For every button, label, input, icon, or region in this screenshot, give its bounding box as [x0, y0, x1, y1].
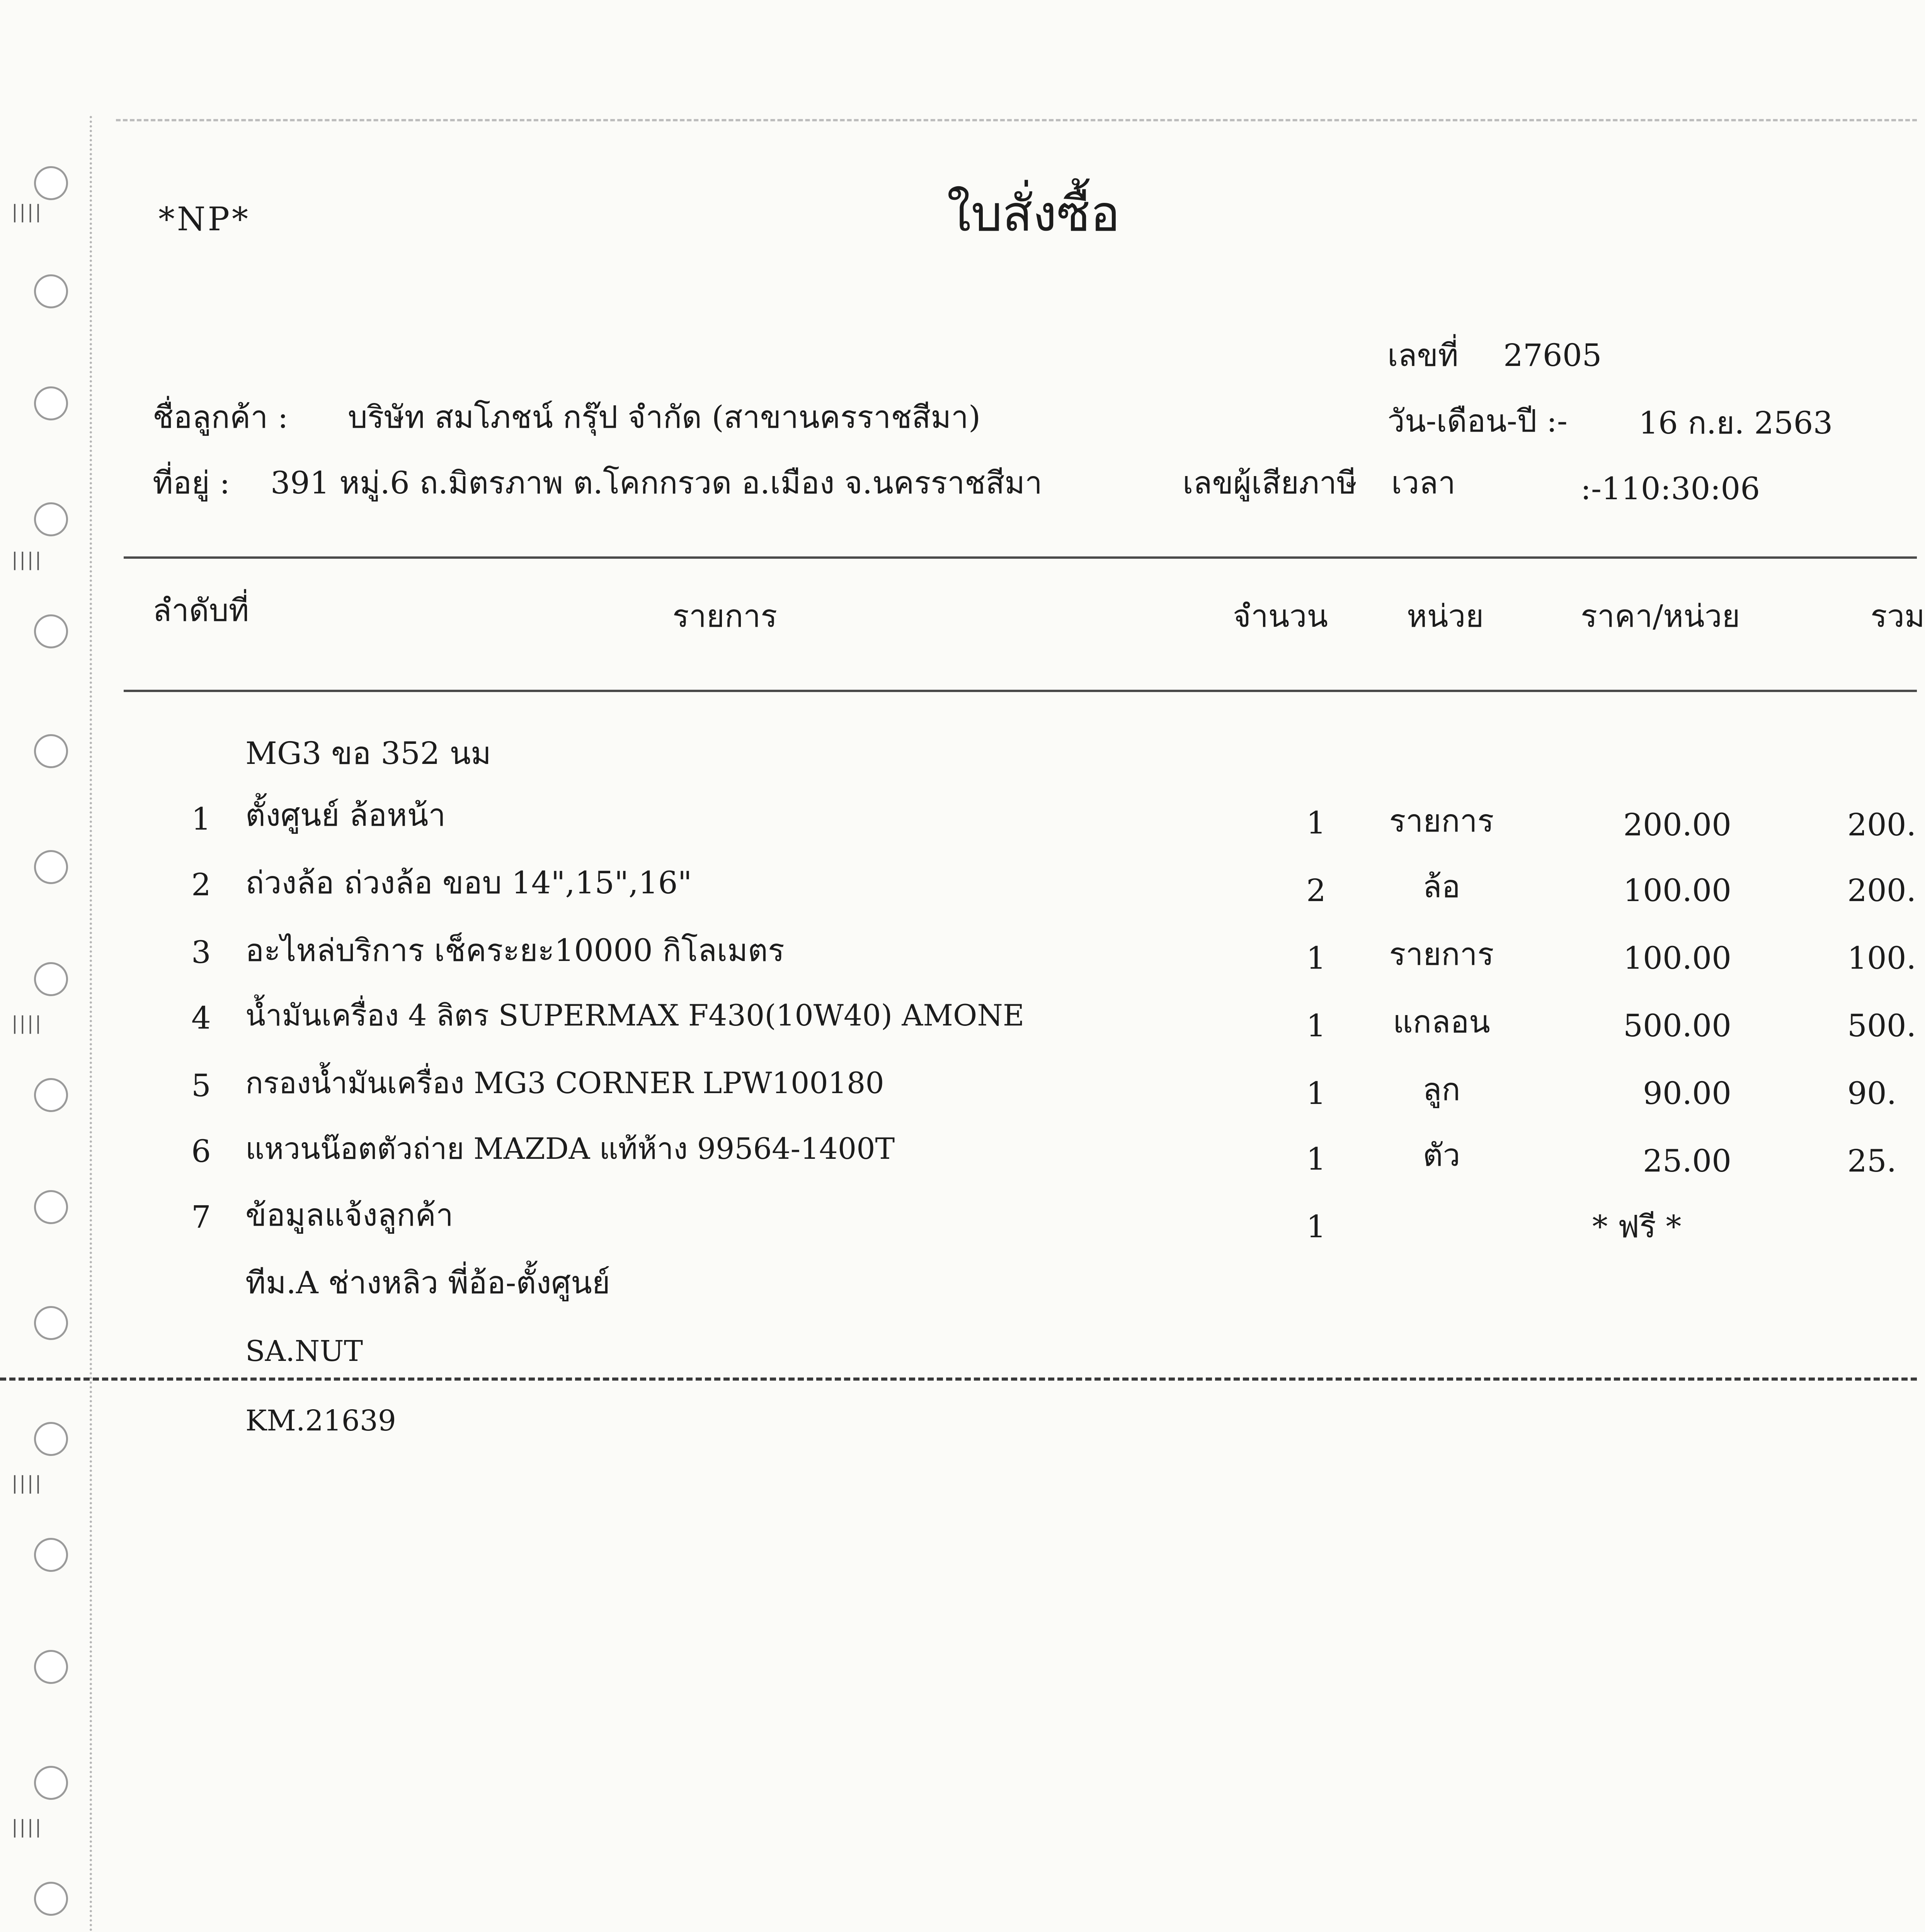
margin-marks: |||| — [12, 1012, 43, 1034]
margin-marks: |||| — [12, 1816, 43, 1838]
row-unit: รายการ — [1389, 803, 1494, 839]
row-no: 1 — [191, 801, 211, 837]
row-price: 25.00 — [1642, 1143, 1731, 1179]
perforation-line — [90, 116, 92, 1932]
tractor-hole — [34, 1766, 68, 1800]
row-price: 200.00 — [1623, 807, 1731, 843]
row-desc: กรองน้ำมันเครื่อง MG3 CORNER LPW100180 — [245, 1066, 884, 1100]
vehicle-info: MG3 ขอ 352 นม — [245, 735, 491, 771]
row-price-free: * ฟรี * — [1592, 1209, 1682, 1245]
document-code: *NP* — [158, 200, 251, 238]
date-label: วัน-เดือน-ปี :- — [1387, 403, 1568, 439]
row-desc: แหวนน๊อตตัวถ่าย MAZDA แท้ห้าง 99564-1400T — [245, 1131, 895, 1166]
row-desc: น้ำมันเครื่อง 4 ลิตร SUPERMAX F430(10W40) AMONE — [245, 998, 1025, 1032]
row-no: 5 — [191, 1068, 211, 1104]
row-desc: ถ่วงล้อ ถ่วงล้อ ขอบ 14",15",16" — [245, 865, 692, 901]
row-total: 200. — [1847, 807, 1916, 843]
row-unit: ตัว — [1423, 1137, 1460, 1173]
team-note: ทีม.A ช่างหลิว พี่อ้อ-ตั้งศูนย์ — [245, 1265, 610, 1301]
col-header-unit: หน่วย — [1407, 598, 1484, 634]
row-price: 100.00 — [1623, 940, 1731, 976]
tractor-hole — [34, 166, 68, 200]
col-header-no: ลำดับที่ — [153, 592, 249, 628]
row-no: 4 — [191, 1000, 211, 1036]
page-title: ใบสั่งซื้อ — [947, 185, 1120, 243]
doc-number-label: เลขที่ — [1387, 337, 1459, 373]
tractor-hole — [34, 1306, 68, 1340]
tractor-hole — [34, 1538, 68, 1572]
row-no: 7 — [191, 1199, 211, 1235]
tractor-hole — [34, 502, 68, 536]
row-qty: 1 — [1306, 805, 1326, 841]
row-total: 200. — [1847, 872, 1916, 908]
doc-time: :-110:30:06 — [1581, 471, 1760, 507]
row-unit: แกลอน — [1393, 1004, 1490, 1040]
margin-marks: |||| — [12, 201, 43, 223]
row-qty: 1 — [1306, 1075, 1326, 1111]
row-desc: ตั้งศูนย์ ล้อหน้า — [245, 797, 446, 833]
tractor-hole — [34, 1882, 68, 1916]
margin-marks: |||| — [12, 549, 43, 570]
row-total: 500. — [1847, 1008, 1916, 1044]
row-qty: 1 — [1306, 940, 1326, 976]
customer-name: บริษัท สมโภชน์ กรุ๊ป จำกัด (สาขานครราชสีมา) — [348, 399, 981, 435]
divider — [124, 556, 1917, 559]
tractor-hole — [34, 850, 68, 884]
row-desc: อะไหล่บริการ เช็คระยะ10000 กิโลเมตร — [245, 932, 785, 968]
doc-date: 16 ก.ย. 2563 — [1639, 405, 1833, 441]
divider — [124, 690, 1917, 692]
row-price: 100.00 — [1623, 872, 1731, 908]
mileage: KM.21639 — [245, 1404, 396, 1437]
customer-address: 391 หมู่.6 ถ.มิตรภาพ ต.โคกกรวด อ.เมือง จ.นครราชสีมา — [271, 465, 1042, 501]
row-total: 90. — [1847, 1075, 1897, 1111]
row-no: 3 — [191, 934, 211, 970]
row-qty: 1 — [1306, 1141, 1326, 1177]
tractor-hole — [34, 274, 68, 308]
service-advisor: SA.NUT — [245, 1335, 363, 1368]
tear-line — [0, 1378, 1917, 1381]
tractor-hole — [34, 1422, 68, 1456]
col-header-qty: จำนวน — [1233, 598, 1328, 634]
tractor-hole — [34, 734, 68, 768]
tractor-hole — [34, 614, 68, 648]
time-label: เวลา — [1391, 465, 1456, 501]
tractor-hole — [34, 1190, 68, 1224]
row-price: 500.00 — [1623, 1008, 1731, 1044]
margin-marks: |||| — [12, 1472, 43, 1494]
row-unit: รายการ — [1389, 936, 1494, 972]
row-unit: ล้อ — [1423, 869, 1460, 905]
address-label: ที่อยู่ : — [153, 465, 230, 501]
row-desc: ข้อมูลแจ้งลูกค้า — [245, 1197, 453, 1233]
tractor-hole — [34, 1650, 68, 1684]
tractor-hole — [34, 962, 68, 996]
row-qty: 1 — [1306, 1008, 1326, 1044]
doc-number: 27605 — [1503, 337, 1602, 373]
row-price: 90.00 — [1642, 1075, 1731, 1111]
row-no: 2 — [191, 867, 211, 903]
col-header-price: ราคา/หน่วย — [1581, 598, 1740, 634]
tractor-hole — [34, 1078, 68, 1112]
row-total: 100. — [1847, 940, 1916, 976]
row-qty: 2 — [1306, 872, 1326, 908]
row-total: 25. — [1847, 1143, 1897, 1179]
tax-id-label: เลขผู้เสียภาษี — [1183, 465, 1357, 501]
customer-label: ชื่อลูกค้า : — [153, 399, 288, 435]
row-unit: ลูก — [1423, 1071, 1460, 1107]
col-header-item: รายการ — [672, 598, 778, 634]
tractor-hole — [34, 386, 68, 420]
col-header-total: รวม — [1871, 598, 1925, 634]
top-tear-line — [116, 119, 1917, 121]
row-qty: 1 — [1306, 1209, 1326, 1245]
row-no: 6 — [191, 1133, 211, 1169]
